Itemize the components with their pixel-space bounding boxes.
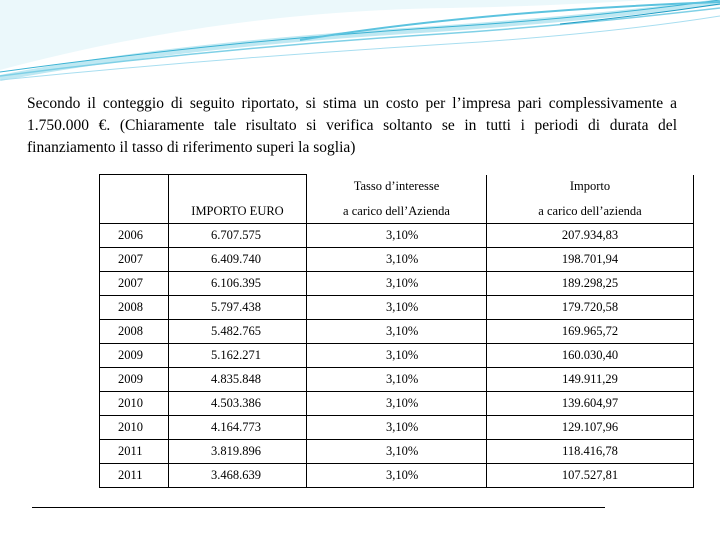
rate-cell: 3,10% bbox=[307, 368, 487, 392]
rate-cell: 3,10% bbox=[307, 248, 487, 272]
rate-cell: 3,10% bbox=[307, 224, 487, 248]
year-cell: 2007 bbox=[100, 272, 169, 296]
year-cell: 2008 bbox=[100, 296, 169, 320]
table-row bbox=[100, 440, 694, 464]
table-row bbox=[100, 272, 694, 296]
amount-cell: 4.164.773 bbox=[169, 416, 307, 440]
amount-cell: 5.162.271 bbox=[169, 344, 307, 368]
amount-cell: 5.482.765 bbox=[169, 320, 307, 344]
cost-cell: 160.030,40 bbox=[487, 344, 694, 368]
cost-cell: 129.107,96 bbox=[487, 416, 694, 440]
header-amount-cell-top bbox=[169, 175, 307, 200]
year-cell: 2006 bbox=[100, 224, 169, 248]
rate-cell: 3,10% bbox=[307, 440, 487, 464]
cost-cell: 189.298,25 bbox=[487, 272, 694, 296]
table-row bbox=[100, 464, 694, 488]
table-row bbox=[100, 296, 694, 320]
table-row bbox=[100, 416, 694, 440]
cost-cell: 139.604,97 bbox=[487, 392, 694, 416]
table-row bbox=[100, 344, 694, 368]
header-rate-line1: Tasso d’interesse bbox=[307, 175, 487, 200]
header-year-cell bbox=[100, 175, 169, 200]
table-row bbox=[100, 392, 694, 416]
header-rate-line2: a carico dell’Azienda bbox=[307, 199, 487, 224]
amount-cell: 3.468.639 bbox=[169, 464, 307, 488]
decorative-wave-banner bbox=[0, 0, 720, 90]
rate-cell: 3,10% bbox=[307, 320, 487, 344]
table-row bbox=[100, 248, 694, 272]
rate-cell: 3,10% bbox=[307, 272, 487, 296]
amount-cell: 6.106.395 bbox=[169, 272, 307, 296]
year-cell: 2008 bbox=[100, 320, 169, 344]
cost-cell: 149.911,29 bbox=[487, 368, 694, 392]
table-row bbox=[100, 368, 694, 392]
cost-cell: 179.720,58 bbox=[487, 296, 694, 320]
financing-table bbox=[99, 174, 694, 488]
amount-cell: 6.707.575 bbox=[169, 224, 307, 248]
amount-cell: 5.797.438 bbox=[169, 296, 307, 320]
amount-cell: 4.503.386 bbox=[169, 392, 307, 416]
header-row-2 bbox=[100, 199, 694, 224]
cost-cell: 107.527,81 bbox=[487, 464, 694, 488]
header-amount: IMPORTO EURO bbox=[169, 199, 307, 224]
year-cell: 2007 bbox=[100, 248, 169, 272]
table-row bbox=[100, 320, 694, 344]
rate-cell: 3,10% bbox=[307, 392, 487, 416]
header-year-cell-bottom bbox=[100, 199, 169, 224]
cost-cell: 169.965,72 bbox=[487, 320, 694, 344]
year-cell: 2010 bbox=[100, 392, 169, 416]
year-cell: 2009 bbox=[100, 344, 169, 368]
cost-cell: 198.701,94 bbox=[487, 248, 694, 272]
amount-cell: 3.819.896 bbox=[169, 440, 307, 464]
cost-cell: 118.416,78 bbox=[487, 440, 694, 464]
amount-cell: 4.835.848 bbox=[169, 368, 307, 392]
header-cost-line2: a carico dell’azienda bbox=[487, 199, 694, 224]
intro-paragraph: Secondo il conteggio di seguito riportato, si stima un costo per l’impresa pari complessivamente a 1.750.000 €. (Chiaramente tale risultato si verifica soltanto se in tutti i periodi di durata del finanziamento il tasso di riferimento superi la soglia) bbox=[27, 95, 677, 156]
header-row-1 bbox=[100, 175, 694, 200]
year-cell: 2011 bbox=[100, 440, 169, 464]
amount-cell: 6.409.740 bbox=[169, 248, 307, 272]
year-cell: 2009 bbox=[100, 368, 169, 392]
table-row bbox=[100, 224, 694, 248]
footer-divider bbox=[32, 507, 605, 508]
rate-cell: 3,10% bbox=[307, 296, 487, 320]
year-cell: 2011 bbox=[100, 464, 169, 488]
rate-cell: 3,10% bbox=[307, 416, 487, 440]
rate-cell: 3,10% bbox=[307, 464, 487, 488]
header-cost-line1: Importo bbox=[487, 175, 694, 200]
year-cell: 2010 bbox=[100, 416, 169, 440]
cost-cell: 207.934,83 bbox=[487, 224, 694, 248]
rate-cell: 3,10% bbox=[307, 344, 487, 368]
